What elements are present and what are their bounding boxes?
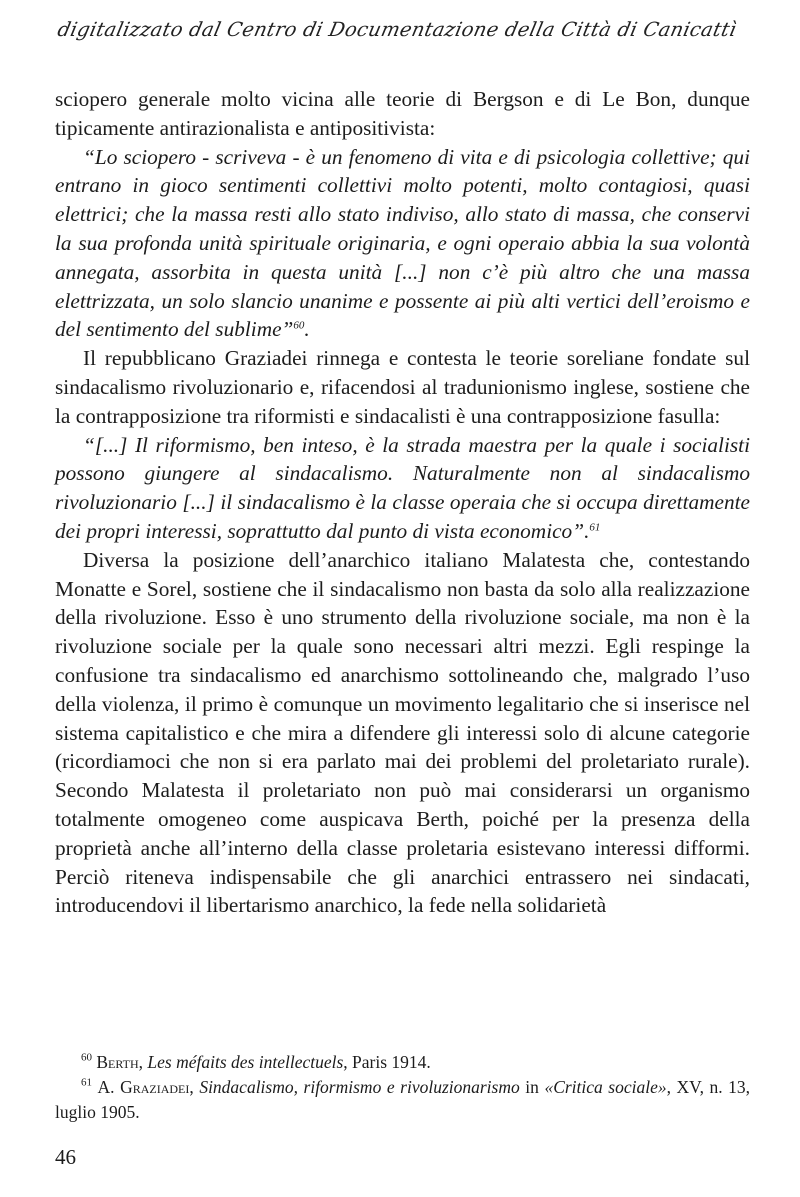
paragraph-graziadei [55, 344, 750, 430]
footnotes [55, 1050, 750, 1125]
body-text [55, 85, 750, 920]
footnote-ref-60: 60 [293, 319, 305, 332]
footnote-sep: , [138, 1052, 148, 1072]
paragraph-continuation [55, 85, 750, 143]
paragraph-malatesta [55, 546, 750, 920]
paragraph-text: Diversa la posizione dell’anarchico italiano Malatesta che, contestando Monatte e Sorel, sostiene che il sindacalismo non basta da solo alla realizzazione della rivoluzione. Esso è uno strumento della rivoluzione sociale, ma non è la rivoluzione sociale per la quale sono necessari altri mezzi. Egli respinge la confusione tra sindacalismo ed anarchismo sottolineando che, malgrado l’uso della violenza, il primo è comunque un movimento legalitario che si inserisce nel sistema capitalistico e che mira a difendere gli interessi solo di alcune categorie (ricordiamoci che non si era parlato mai dei problemi del proletariato rurale). Secondo Malatesta il proletariato non può mai considerarsi un organismo totalmente omogeneo come auspicava Berth, poiché per la presenza della proprietà anche all’interno della classe proletaria esistevano interessi difformi. Perciò riteneva indispensabile che gli anarchici entrassero nei sindacati, introducendovi il libertarismo anarchico, la fede nella solidarietà [55, 547, 750, 918]
quote-punct: . [304, 317, 310, 342]
footnote-61 [55, 1075, 750, 1125]
digitization-watermark: digitalizzato dal Centro di Documentazione della Città di Canicattì [55, 18, 739, 41]
footnote-journal: «Critica sociale» [544, 1077, 667, 1097]
footnote-rest: , XV, n. 13, luglio 1905. [55, 1077, 751, 1122]
footnote-title: Les méfaits des intellectuels [147, 1052, 344, 1072]
footnote-sep: , [189, 1077, 200, 1097]
footnote-author: Berth [96, 1052, 139, 1072]
page-number: 46 [55, 1145, 76, 1169]
paragraph-text: sciopero generale molto vicina alle teorie di Bergson e di Le Bon, dunque tipicamente antirazionalista e antipositivista: [55, 87, 750, 140]
footnote-number: 60 [81, 1051, 92, 1064]
quote-text: “[...] Il riformismo, ben inteso, è la strada maestra per la quale i socialisti possono giungere al sindacalismo. Naturalmente non al sindacalismo rivoluzionario [...] il sindacalismo è la classe operaia che si occupa direttamente dei propri interessi, soprattutto dal punto di vista economico” [55, 432, 750, 543]
quote-punct: . [584, 518, 590, 543]
quote-text: “Lo sciopero - scriveva - è un fenomeno di vita e di psicologia collettive; qui entrano in gioco sentimenti collettivi molto potenti, molto contagiosi, quasi elettrici; che la massa resti allo stato indiviso, allo stato di massa, che conservi la sua profonda unità spirituale originaria, e ogni operaio abbia la sua volontà annegata, assorbita in questa unità [...] non c’è più altro che una massa elettrizzata, un solo slancio unanime e possente ai più alti vertici dell’eroismo e del sentimento del sublime” [55, 144, 750, 342]
footnote-ref-61: 61 [589, 521, 601, 534]
quote-sorel [55, 143, 750, 345]
quote-graziadei [55, 431, 750, 546]
paragraph-text: Il repubblicano Graziadei rinnega e contesta le teorie soreliane fondate sul sindacalismo rivoluzionario e, rifacendosi al tradunionismo inglese, sostiene che la contrapposizione tra riformisti e sindacalisti è una contrapposizione fasulla: [55, 346, 750, 428]
footnote-rest: , Paris 1914. [343, 1052, 431, 1072]
footnote-number: 61 [81, 1076, 92, 1089]
footnote-in: in [519, 1077, 545, 1097]
footnote-author: A. Graziadei [97, 1077, 190, 1097]
footnote-title: Sindacalismo, riformismo e rivoluzionarismo [199, 1077, 520, 1097]
footnote-60 [55, 1050, 750, 1075]
